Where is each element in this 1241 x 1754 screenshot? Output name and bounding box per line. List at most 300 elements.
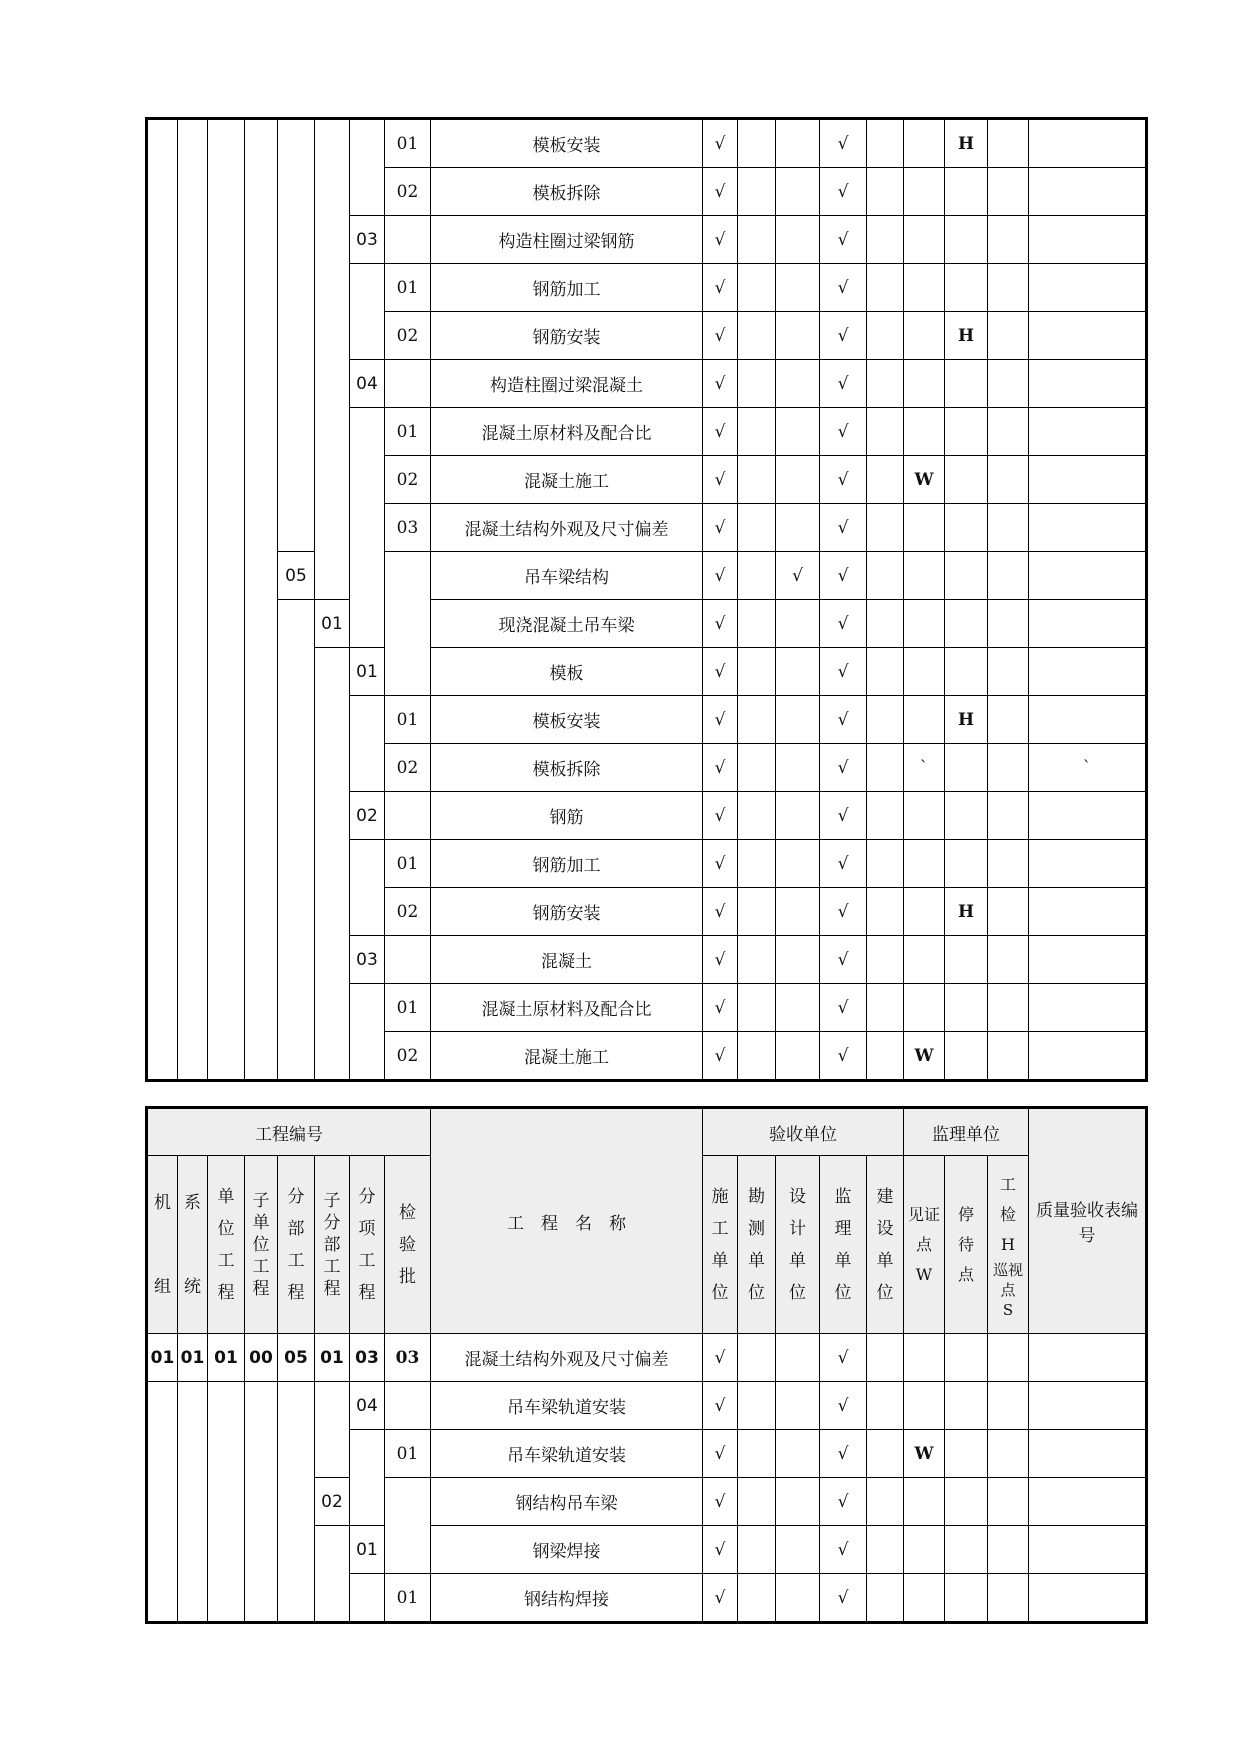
- code-inspection-lot: 01: [385, 696, 431, 744]
- code-sub-unit-project: [245, 119, 278, 168]
- mark-construction-unit: √: [703, 216, 738, 264]
- code-unit-project: [208, 744, 245, 792]
- code-system: [178, 936, 208, 984]
- project-name: 构造柱圈过梁钢筋: [431, 216, 703, 264]
- mark-hold-point: [945, 264, 988, 312]
- code-sub-division: [315, 696, 350, 744]
- table-row: [147, 696, 1147, 744]
- mark-inspection-point: [988, 1478, 1029, 1526]
- code-sub-item: [350, 1032, 385, 1081]
- header-code-inspection-lot: 检 验 批: [385, 1156, 431, 1334]
- code-division: [278, 1526, 315, 1574]
- mark-quality-form: [1029, 168, 1147, 216]
- code-unit-group: [147, 840, 178, 888]
- code-unit-group: [147, 408, 178, 456]
- mark-construction-unit: √: [703, 648, 738, 696]
- mark-design-unit: [776, 1334, 820, 1382]
- mark-supervision-unit: √: [820, 984, 867, 1032]
- code-division: [278, 1574, 315, 1623]
- mark-inspection-point: [988, 792, 1029, 840]
- mark-quality-form: [1029, 1574, 1147, 1623]
- code-unit-project: [208, 1574, 245, 1623]
- mark-hold-point: [945, 216, 988, 264]
- mark-inspection-point: [988, 1334, 1029, 1382]
- code-unit-group: [147, 1526, 178, 1574]
- code-unit-project: [208, 648, 245, 696]
- table-row: [147, 1478, 1147, 1526]
- mark-hold-point: [945, 744, 988, 792]
- mark-hold-point: [945, 1526, 988, 1574]
- code-system: [178, 840, 208, 888]
- code-inspection-lot: 01: [385, 1430, 431, 1478]
- mark-quality-form: [1029, 408, 1147, 456]
- project-name: 混凝土原材料及配合比: [431, 408, 703, 456]
- mark-supervision-unit: √: [820, 1334, 867, 1382]
- code-inspection-lot: 01: [385, 840, 431, 888]
- code-unit-group: [147, 936, 178, 984]
- mark-construction-unit: √: [703, 168, 738, 216]
- table-row: [147, 312, 1147, 360]
- code-sub-unit-project: [245, 552, 278, 600]
- mark-design-unit: [776, 696, 820, 744]
- code-inspection-lot: 02: [385, 1032, 431, 1081]
- code-unit-group: [147, 168, 178, 216]
- code-unit-group: [147, 119, 178, 168]
- header-code-sub-unit-project: 子 单 位 工 程: [245, 1156, 278, 1334]
- mark-survey-unit: [738, 744, 776, 792]
- header-construction-unit: 施 工 单 位: [703, 1156, 738, 1334]
- project-name: 混凝土结构外观及尺寸偏差: [431, 1334, 703, 1382]
- code-unit-group: [147, 888, 178, 936]
- code-inspection-lot: 01: [385, 408, 431, 456]
- code-unit-group: [147, 600, 178, 648]
- mark-owner-unit: [867, 408, 904, 456]
- code-sub-division: [315, 119, 350, 168]
- mark-witness-point: W: [904, 1430, 945, 1478]
- table-row: [147, 648, 1147, 696]
- mark-supervision-unit: √: [820, 936, 867, 984]
- mark-owner-unit: [867, 696, 904, 744]
- table-row: [147, 744, 1147, 792]
- mark-quality-form: [1029, 1430, 1147, 1478]
- mark-survey-unit: [738, 1430, 776, 1478]
- code-inspection-lot: 02: [385, 168, 431, 216]
- mark-survey-unit: [738, 1032, 776, 1081]
- code-division: [278, 408, 315, 456]
- table-row: [147, 1334, 1147, 1382]
- mark-design-unit: [776, 744, 820, 792]
- code-system: [178, 744, 208, 792]
- code-sub-unit-project: [245, 504, 278, 552]
- code-division: [278, 888, 315, 936]
- table-row: [147, 360, 1147, 408]
- mark-supervision-unit: √: [820, 552, 867, 600]
- code-sub-item: [350, 504, 385, 552]
- mark-inspection-point: [988, 1382, 1029, 1430]
- project-name: 钢筋安装: [431, 312, 703, 360]
- mark-survey-unit: [738, 1526, 776, 1574]
- code-unit-group: [147, 744, 178, 792]
- code-sub-unit-project: [245, 1430, 278, 1478]
- project-name: 钢筋加工: [431, 840, 703, 888]
- mark-construction-unit: √: [703, 1334, 738, 1382]
- mark-supervision-unit: √: [820, 216, 867, 264]
- code-sub-unit-project: [245, 312, 278, 360]
- project-name: 吊车梁轨道安装: [431, 1430, 703, 1478]
- code-unit-project: [208, 840, 245, 888]
- code-sub-division: [315, 792, 350, 840]
- mark-design-unit: [776, 119, 820, 168]
- code-unit-project: [208, 1526, 245, 1574]
- mark-survey-unit: [738, 648, 776, 696]
- mark-owner-unit: [867, 456, 904, 504]
- code-unit-group: [147, 504, 178, 552]
- code-sub-item: 03: [350, 1334, 385, 1382]
- mark-design-unit: √: [776, 552, 820, 600]
- code-sub-unit-project: [245, 1382, 278, 1430]
- mark-witness-point: [904, 360, 945, 408]
- code-inspection-lot: [385, 216, 431, 264]
- mark-hold-point: [945, 792, 988, 840]
- mark-design-unit: [776, 984, 820, 1032]
- mark-owner-unit: [867, 312, 904, 360]
- mark-construction-unit: √: [703, 1382, 738, 1430]
- code-unit-project: [208, 168, 245, 216]
- code-sub-unit-project: [245, 936, 278, 984]
- code-unit-group: [147, 1032, 178, 1081]
- code-sub-division: 02: [315, 1478, 350, 1526]
- code-division: [278, 312, 315, 360]
- mark-construction-unit: √: [703, 1478, 738, 1526]
- code-system: [178, 312, 208, 360]
- mark-hold-point: [945, 1478, 988, 1526]
- mark-design-unit: [776, 1478, 820, 1526]
- code-system: [178, 1430, 208, 1478]
- header-supervision-units: 监理单位: [904, 1108, 1029, 1156]
- code-unit-group: [147, 1430, 178, 1478]
- code-sub-division: [315, 1382, 350, 1430]
- table-row: [147, 984, 1147, 1032]
- code-division: [278, 216, 315, 264]
- mark-supervision-unit: √: [820, 744, 867, 792]
- mark-owner-unit: [867, 119, 904, 168]
- mark-hold-point: [945, 168, 988, 216]
- mark-design-unit: [776, 600, 820, 648]
- code-sub-division: 01: [315, 1334, 350, 1382]
- mark-construction-unit: √: [703, 264, 738, 312]
- code-sub-item: [350, 840, 385, 888]
- mark-hold-point: [945, 840, 988, 888]
- mark-witness-point: [904, 984, 945, 1032]
- mark-inspection-point: [988, 504, 1029, 552]
- mark-construction-unit: √: [703, 1430, 738, 1478]
- code-division: [278, 504, 315, 552]
- table-row: [147, 456, 1147, 504]
- code-sub-unit-project: [245, 456, 278, 504]
- code-sub-unit-project: [245, 1526, 278, 1574]
- mark-witness-point: W: [904, 456, 945, 504]
- code-sub-unit-project: [245, 648, 278, 696]
- code-unit-project: [208, 1032, 245, 1081]
- mark-design-unit: [776, 264, 820, 312]
- code-division: [278, 984, 315, 1032]
- code-division: [278, 840, 315, 888]
- code-division: [278, 264, 315, 312]
- code-inspection-lot: [385, 600, 431, 648]
- mark-survey-unit: [738, 552, 776, 600]
- mark-survey-unit: [738, 984, 776, 1032]
- mark-inspection-point: [988, 648, 1029, 696]
- mark-inspection-point: [988, 888, 1029, 936]
- inspection-table-continued: [145, 117, 1148, 1082]
- code-unit-project: [208, 216, 245, 264]
- mark-supervision-unit: √: [820, 1382, 867, 1430]
- mark-construction-unit: √: [703, 1032, 738, 1081]
- code-inspection-lot: 01: [385, 1574, 431, 1623]
- code-sub-unit-project: [245, 888, 278, 936]
- header-project-name: 工 程 名 称: [431, 1108, 703, 1334]
- code-system: [178, 648, 208, 696]
- table-row: [147, 600, 1147, 648]
- code-division: [278, 456, 315, 504]
- table-row: [147, 840, 1147, 888]
- mark-witness-point: [904, 1334, 945, 1382]
- code-inspection-lot: 02: [385, 312, 431, 360]
- mark-survey-unit: [738, 696, 776, 744]
- table-row: [147, 792, 1147, 840]
- code-unit-project: [208, 1382, 245, 1430]
- mark-inspection-point: [988, 312, 1029, 360]
- table-row: [147, 1430, 1147, 1478]
- mark-witness-point: [904, 119, 945, 168]
- code-sub-division: [315, 1430, 350, 1478]
- mark-supervision-unit: √: [820, 1574, 867, 1623]
- mark-witness-point: [904, 1526, 945, 1574]
- project-name: 模板: [431, 648, 703, 696]
- mark-construction-unit: √: [703, 888, 738, 936]
- code-system: [178, 888, 208, 936]
- code-unit-project: [208, 504, 245, 552]
- mark-supervision-unit: √: [820, 888, 867, 936]
- mark-owner-unit: [867, 1574, 904, 1623]
- code-sub-division: [315, 888, 350, 936]
- code-system: [178, 1478, 208, 1526]
- mark-owner-unit: [867, 1032, 904, 1081]
- project-name: 钢筋安装: [431, 888, 703, 936]
- mark-witness-point: [904, 1574, 945, 1623]
- mark-survey-unit: [738, 840, 776, 888]
- mark-witness-point: [904, 1382, 945, 1430]
- table-row: [147, 168, 1147, 216]
- code-sub-item: [350, 264, 385, 312]
- table-row: [147, 552, 1147, 600]
- mark-owner-unit: [867, 936, 904, 984]
- mark-owner-unit: [867, 888, 904, 936]
- code-system: [178, 360, 208, 408]
- mark-design-unit: [776, 168, 820, 216]
- code-unit-project: [208, 552, 245, 600]
- mark-design-unit: [776, 408, 820, 456]
- code-division: [278, 648, 315, 696]
- code-sub-unit-project: [245, 1032, 278, 1081]
- mark-construction-unit: √: [703, 984, 738, 1032]
- code-unit-group: [147, 1382, 178, 1430]
- mark-witness-point: [904, 408, 945, 456]
- mark-supervision-unit: √: [820, 456, 867, 504]
- code-system: [178, 264, 208, 312]
- table-row: [147, 1382, 1147, 1430]
- mark-witness-point: [904, 840, 945, 888]
- mark-hold-point: [945, 984, 988, 1032]
- project-name: 模板安装: [431, 119, 703, 168]
- mark-supervision-unit: √: [820, 408, 867, 456]
- mark-quality-form: [1029, 888, 1147, 936]
- code-sub-item: 04: [350, 360, 385, 408]
- code-sub-unit-project: [245, 1478, 278, 1526]
- code-system: [178, 696, 208, 744]
- mark-design-unit: [776, 840, 820, 888]
- code-sub-division: [315, 408, 350, 456]
- mark-survey-unit: [738, 456, 776, 504]
- mark-quality-form: [1029, 1478, 1147, 1526]
- code-sub-division: [315, 1526, 350, 1574]
- code-sub-unit-project: [245, 264, 278, 312]
- code-system: [178, 168, 208, 216]
- mark-owner-unit: [867, 552, 904, 600]
- mark-witness-point: W: [904, 1032, 945, 1081]
- mark-owner-unit: [867, 216, 904, 264]
- mark-supervision-unit: √: [820, 1430, 867, 1478]
- mark-quality-form: [1029, 264, 1147, 312]
- code-system: [178, 1032, 208, 1081]
- code-sub-item: 03: [350, 936, 385, 984]
- mark-survey-unit: [738, 119, 776, 168]
- mark-supervision-unit: √: [820, 168, 867, 216]
- code-inspection-lot: 02: [385, 456, 431, 504]
- mark-inspection-point: [988, 600, 1029, 648]
- code-sub-item: [350, 600, 385, 648]
- mark-inspection-point: [988, 168, 1029, 216]
- header-patrol-point-label: 巡视 点 S: [993, 1260, 1024, 1319]
- code-unit-project: [208, 984, 245, 1032]
- header-owner-unit: 建 设 单 位: [867, 1156, 904, 1334]
- mark-hold-point: [945, 456, 988, 504]
- mark-survey-unit: [738, 264, 776, 312]
- mark-design-unit: [776, 216, 820, 264]
- code-sub-item: 01: [350, 1526, 385, 1574]
- mark-inspection-point: [988, 264, 1029, 312]
- mark-quality-form: [1029, 1526, 1147, 1574]
- mark-owner-unit: [867, 504, 904, 552]
- mark-owner-unit: [867, 744, 904, 792]
- code-unit-group: [147, 456, 178, 504]
- code-sub-item: 01: [350, 648, 385, 696]
- mark-inspection-point: [988, 552, 1029, 600]
- mark-quality-form: [1029, 936, 1147, 984]
- code-unit-group: [147, 1478, 178, 1526]
- mark-owner-unit: [867, 360, 904, 408]
- mark-construction-unit: √: [703, 312, 738, 360]
- code-inspection-lot: 01: [385, 984, 431, 1032]
- mark-hold-point: [945, 1574, 988, 1623]
- mark-inspection-point: [988, 744, 1029, 792]
- code-inspection-lot: 03: [385, 1334, 431, 1382]
- mark-quality-form: [1029, 600, 1147, 648]
- mark-construction-unit: √: [703, 696, 738, 744]
- mark-design-unit: [776, 648, 820, 696]
- inspection-table-page2: [145, 1106, 1148, 1624]
- mark-hold-point: H: [945, 119, 988, 168]
- code-unit-project: [208, 360, 245, 408]
- code-unit-project: [208, 1430, 245, 1478]
- code-sub-division: [315, 216, 350, 264]
- code-sub-unit-project: [245, 696, 278, 744]
- code-sub-unit-project: 00: [245, 1334, 278, 1382]
- header-survey-unit: 勘 测 单 位: [738, 1156, 776, 1334]
- code-unit-project: [208, 119, 245, 168]
- code-sub-unit-project: [245, 840, 278, 888]
- code-unit-project: [208, 792, 245, 840]
- table-row: [147, 1574, 1147, 1623]
- mark-quality-form: [1029, 119, 1147, 168]
- mark-design-unit: [776, 1032, 820, 1081]
- code-unit-group: [147, 792, 178, 840]
- code-system: [178, 984, 208, 1032]
- code-sub-division: [315, 744, 350, 792]
- mark-quality-form: [1029, 504, 1147, 552]
- code-unit-group: [147, 552, 178, 600]
- mark-construction-unit: √: [703, 1526, 738, 1574]
- code-unit-project: [208, 600, 245, 648]
- code-sub-item: [350, 408, 385, 456]
- mark-owner-unit: [867, 1526, 904, 1574]
- mark-design-unit: [776, 792, 820, 840]
- mark-witness-point: [904, 168, 945, 216]
- mark-inspection-point: [988, 408, 1029, 456]
- mark-witness-point: [904, 552, 945, 600]
- mark-quality-form: [1029, 696, 1147, 744]
- code-sub-unit-project: [245, 792, 278, 840]
- mark-construction-unit: √: [703, 840, 738, 888]
- mark-hold-point: [945, 1382, 988, 1430]
- project-name: 模板拆除: [431, 744, 703, 792]
- mark-inspection-point: [988, 696, 1029, 744]
- mark-design-unit: [776, 1574, 820, 1623]
- mark-survey-unit: [738, 936, 776, 984]
- header-quality-form-number: 质量验收表编号: [1029, 1108, 1147, 1334]
- mark-survey-unit: [738, 216, 776, 264]
- mark-supervision-unit: √: [820, 1478, 867, 1526]
- mark-hold-point: [945, 600, 988, 648]
- code-sub-item: 04: [350, 1382, 385, 1430]
- code-unit-project: [208, 264, 245, 312]
- mark-witness-point: [904, 696, 945, 744]
- code-sub-division: [315, 312, 350, 360]
- code-sub-unit-project: [245, 360, 278, 408]
- mark-witness-point: [904, 264, 945, 312]
- code-sub-division: [315, 1032, 350, 1081]
- code-inspection-lot: [385, 552, 431, 600]
- mark-owner-unit: [867, 600, 904, 648]
- header-code-unit-project: 单 位 工 程: [208, 1156, 245, 1334]
- code-unit-project: [208, 408, 245, 456]
- code-sub-division: [315, 168, 350, 216]
- mark-design-unit: [776, 456, 820, 504]
- mark-supervision-unit: √: [820, 1032, 867, 1081]
- mark-construction-unit: √: [703, 792, 738, 840]
- code-sub-item: [350, 312, 385, 360]
- code-inspection-lot: [385, 360, 431, 408]
